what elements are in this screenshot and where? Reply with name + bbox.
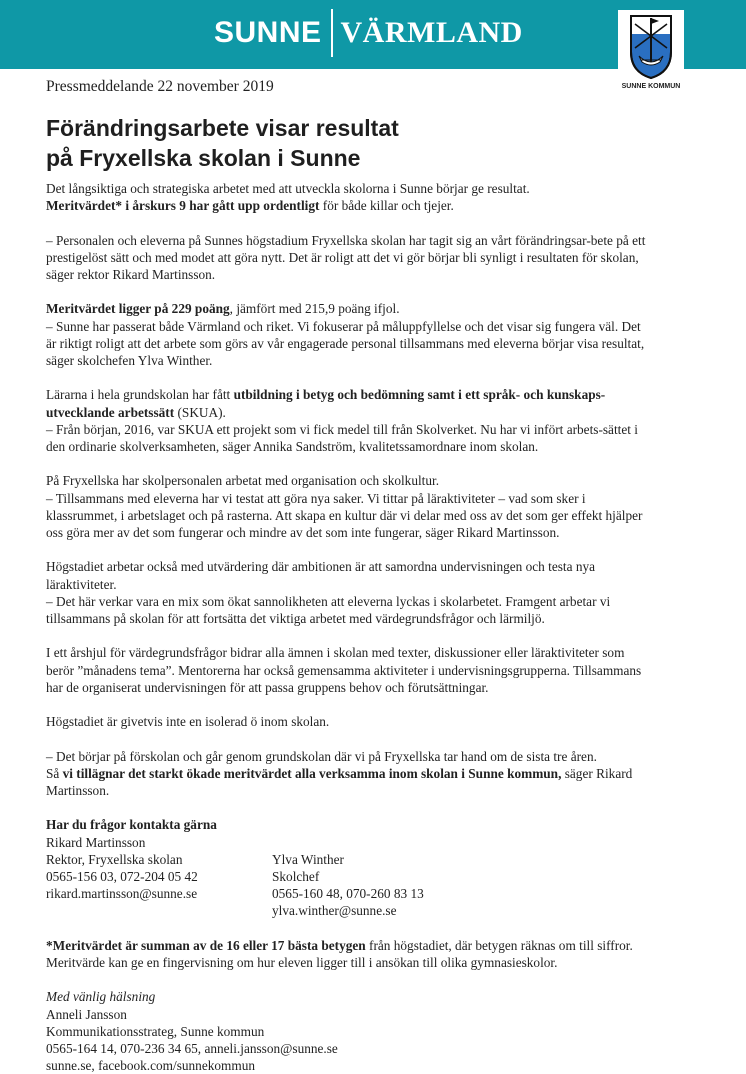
skua-post: (SKUA). [174, 404, 226, 420]
paragraph-skolkultur [46, 472, 646, 541]
paragraph-meritvarde [46, 300, 646, 369]
coat-of-arms-icon [627, 12, 675, 80]
skua-quote: – Från början, 2016, var SKUA ett projekt som vi fick medel till från Skolverket. Nu har vi infört arbets-sättet i den ordinarie skolverksamheten, säger Annika Sandström, kvalitetssamordnare inom skolan. [46, 421, 638, 454]
skua-bold: utbildning i betyg och bedömning samt i ett språk- och kunskaps-utvecklande arbetssätt [46, 387, 606, 420]
intro-line: Det långsiktiga och strategiska arbetet med att utveckla skolorna i Sunne börjar ge resultat. [46, 181, 530, 196]
footnote-line-2: Meritvärde kan ge en fingervisning om hur eleven ligger till i ansökan till olika gymnasieskolor. [46, 954, 558, 970]
paragraph-hogstadiet: Högstadiet är givetvis inte en isolerad ö inom skolan. [46, 714, 330, 730]
footnote-rest: från högstadiet, där betygen räknas om till siffror. [365, 937, 633, 953]
skolchef-quote: – Sunne har passerat både Värmland och riket. Vi fokuserar på måluppfyllelse och det visar sig fungera väl. Det är riktigt roligt att det arbete som görs av vår engagerade personal tillsammans med eleverna börjar visa resultat, säger skolchefen Ylva Winther. [46, 318, 645, 368]
skolkultur-line: På Fryxellska har skolpersonalen arbetat med organisation och skolkultur. [46, 473, 440, 489]
meritvarde-rest: , jämfört med 215,9 poäng ifjol. [229, 301, 400, 317]
closing-pre: Så [46, 765, 63, 781]
paragraph-rektor-quote: – Personalen och eleverna på Sunnes högstadium Fryxellska skolan har tagit sig an vårt förändringsar-bete på ett prestigelöst sätt och med modet att göra nytt. Det är roligt att det vi gör börjar bli synligt i resultaten för skolan, säger rektor Rikard Martinsson. [46, 232, 646, 282]
page-title [46, 113, 606, 173]
intro-rest: för både killar och tjejer. [319, 198, 454, 214]
signature-block [46, 988, 646, 1074]
meritvarde-bold: Meritvärdet ligger på 229 poäng [46, 301, 230, 317]
municipality-logo [618, 10, 684, 94]
paragraph-closing-quote [46, 748, 646, 800]
title-line-2: på Fryxellska skolan i Sunne [46, 145, 361, 171]
signature-greeting: Med vänlig hälsning [46, 989, 156, 1005]
intro-bold: Meritvärdet* i årskurs 9 har gått upp ordentligt [46, 198, 320, 214]
contact-block [46, 834, 646, 920]
contact-person-2 [272, 834, 424, 920]
contact-2-phone: 0565-160 48, 070-260 83 13 [272, 886, 424, 902]
contact-2-email[interactable]: ylva.winther@sunne.se [272, 903, 397, 919]
contact-1-phone: 0565-156 03, 072-204 05 42 [46, 868, 198, 884]
skolkultur-quote: – Tillsammans med eleverna har vi testat att göra nya saker. Vi tittar på läraktiviteter – vad som sker i klassrummet, i arbetslaget och på rasterna. Att skapa en kultur där vi delar med oss av det som ger effekt hjälper oss göra mer av det som fungerar och mindre av det som inte fungerar, säger Rikard Martinsson. [46, 490, 643, 540]
footnote-bold: *Meritvärdet är summan av de 16 eller 17 bästa betygen [46, 937, 366, 953]
brand-separator [331, 9, 333, 57]
signature-web[interactable]: sunne.se, facebook.com/sunnekommun [46, 1058, 256, 1074]
utvardering-line: Högstadiet arbetar också med utvärdering där ambitionen är att samordna undervisningen och testa nya läraktiviteter. [46, 559, 596, 592]
paragraph-utvardering [46, 558, 646, 627]
contact-1-role: Rektor, Fryxellska skolan [46, 851, 183, 867]
footnote [46, 937, 646, 971]
title-line-1: Förändringsarbete visar resultat [46, 115, 399, 141]
closing-post: säger Rikard Martinsson. [46, 765, 633, 798]
paragraph-arshjul: I ett årshjul för värdegrundsfrågor bidrar alla ämnen i skolan med texter, diskussioner eller läraktiviteter som berör ”månadens tema”. Mentorerna har också gemensamma aktiviteter i undervisningsgrupperna. Tillsammans har de organiserat undervisningen för att passa gruppens behov och förutsättningar. [46, 645, 642, 695]
contact-2-name: Ylva Winther [272, 851, 344, 867]
signature-contact: 0565-164 14, 070-236 34 65, anneli.jansson@sunne.se [46, 1040, 338, 1056]
logo-caption: SUNNE KOMMUN [621, 83, 681, 90]
closing-line: – Det börjar på förskolan och går genom grundskolan där vi på Fryxellska tar hand om de sista tre åren. [46, 748, 597, 764]
brand-wordmark [214, 8, 523, 58]
signature-name: Anneli Jansson [46, 1006, 127, 1022]
skua-pre: Lärarna i hela grundskolan har fått [46, 387, 234, 403]
contact-1-email[interactable]: rikard.martinsson@sunne.se [46, 886, 198, 902]
utvardering-quote: – Det här verkar vara en mix som ökat sannolikheten att eleverna lyckas i skolarbetet. Framgent arbetar vi tillsammans på skolan för att fortsätta det viktiga arbetet med värdegrundsfrågor och lärmiljö. [46, 593, 611, 626]
contact-person-1 [46, 834, 272, 920]
signature-title: Kommunikationsstrateg, Sunne kommun [46, 1023, 265, 1039]
contact-heading: Har du frågor kontakta gärna [46, 817, 217, 833]
intro-paragraph [46, 180, 646, 214]
brand-left: SUNNE [214, 16, 322, 49]
contact-1-name: Rikard Martinsson [46, 834, 146, 850]
paragraph-skua [46, 386, 646, 455]
closing-bold: vi tillägnar det starkt ökade meritvärdet alla verksamma inom skolan i Sunne kommun, [62, 765, 562, 781]
contact-2-role: Skolchef [272, 868, 320, 884]
brand-right: VÄRMLAND [340, 16, 523, 49]
article-body [46, 180, 646, 1074]
press-release-date: Pressmeddelande 22 november 2019 [46, 78, 274, 95]
